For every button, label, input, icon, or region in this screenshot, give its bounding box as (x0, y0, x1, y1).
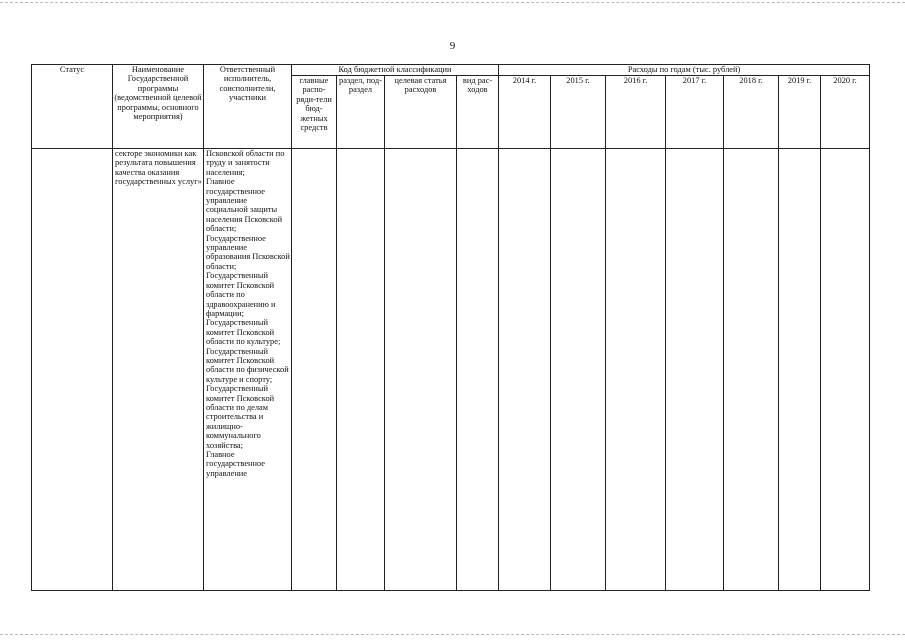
cell-section (337, 149, 385, 591)
header-year-2016: 2016 г. (606, 76, 666, 149)
cell-year-2018 (724, 149, 779, 591)
table-row (32, 149, 870, 591)
header-row (32, 65, 870, 76)
header-year-2015: 2015 г. (551, 76, 606, 149)
cell-year-2015 (551, 149, 606, 591)
cell-year-2016 (606, 149, 666, 591)
header-section: раздел, под-раздел (337, 76, 385, 149)
cell-status (32, 149, 113, 591)
cell-executor: Псковской области по труду и занятости населения; Главное государственное управление социальной защиты населения Псковской области; Государственное управление образования Псковской области; Государственный комитет Псковской области по здравоохранению и фармации; Государственный комитет Псковской области по культуре; Государственный комитет Псковской области по физической культуре и спорту; Государственный комитет Псковской области по делам строительства и жилищно-коммунального хозяйства; Главное государственное управление (204, 149, 292, 591)
cell-target-article (385, 149, 457, 591)
header-expense-type: вид рас-ходов (457, 76, 499, 149)
header-executor: Ответственный исполнитель, соисполнители, участники (204, 65, 292, 149)
budget-table (31, 64, 870, 591)
header-expenses-group: Расходы по годам (тыс. рублей) (499, 65, 870, 76)
header-budget-manager: главные распо-ряди-тели бюд-жетных средств (292, 76, 337, 149)
header-year-2019: 2019 г. (779, 76, 821, 149)
scan-bottom-edge (0, 634, 905, 635)
scan-top-edge (0, 2, 905, 3)
page-number: 9 (449, 40, 456, 52)
header-target-article: целевая статья расходов (385, 76, 457, 149)
cell-expense-type (457, 149, 499, 591)
cell-year-2014 (499, 149, 551, 591)
header-year-2020: 2020 г. (821, 76, 870, 149)
header-year-2014: 2014 г. (499, 76, 551, 149)
cell-year-2019 (779, 149, 821, 591)
cell-year-2017 (666, 149, 724, 591)
header-year-2018: 2018 г. (724, 76, 779, 149)
header-program-name: Наименование Государственной программы (ведомственной целевой программы, основного мероприятия) (113, 65, 204, 149)
header-status: Статус (32, 65, 113, 149)
header-year-2017: 2017 г. (666, 76, 724, 149)
cell-program-name: секторе экономики как результата повышения качества оказания государственных услуг» (113, 149, 204, 591)
cell-budget-manager (292, 149, 337, 591)
header-budget-code-group: Код бюджетной классификации (292, 65, 499, 76)
cell-year-2020 (821, 149, 870, 591)
